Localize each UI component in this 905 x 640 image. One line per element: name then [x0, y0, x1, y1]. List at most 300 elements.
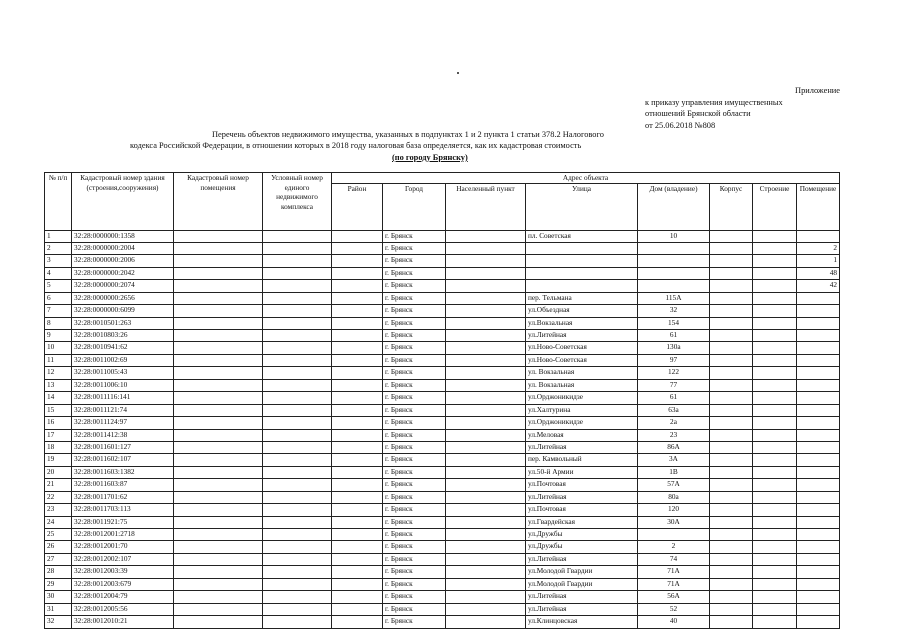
building-cadastral-number: 32:28:0011005:43	[72, 367, 174, 379]
room-cell	[797, 330, 840, 342]
korpus-cell	[710, 317, 753, 329]
header-room: Помещение	[797, 183, 840, 230]
city-cell: г. Брянск	[383, 292, 446, 304]
room-cell	[797, 479, 840, 491]
city-cell: г. Брянск	[383, 441, 446, 453]
locality-cell	[446, 230, 526, 242]
building-part-cell	[753, 541, 797, 553]
city-cell: г. Брянск	[383, 454, 446, 466]
house-cell: 57А	[638, 479, 710, 491]
row-number: 23	[45, 504, 72, 516]
city-cell: г. Брянск	[383, 404, 446, 416]
city-cell: г. Брянск	[383, 553, 446, 565]
street-cell: ул.Литейная	[526, 330, 638, 342]
complex-number	[263, 541, 332, 553]
premises-cadastral-number	[174, 317, 263, 329]
room-cell	[797, 404, 840, 416]
korpus-cell	[710, 392, 753, 404]
korpus-cell	[710, 230, 753, 242]
building-cadastral-number: 32:28:0012001:70	[72, 541, 174, 553]
korpus-cell	[710, 553, 753, 565]
city-cell: г. Брянск	[383, 242, 446, 254]
locality-cell	[446, 330, 526, 342]
table-row	[45, 354, 840, 366]
city-cell: г. Брянск	[383, 591, 446, 603]
locality-cell	[446, 404, 526, 416]
complex-number	[263, 354, 332, 366]
district-cell	[332, 305, 383, 317]
row-number: 5	[45, 280, 72, 292]
street-cell: ул.Почтовая	[526, 504, 638, 516]
building-cadastral-number: 32:28:0011412:38	[72, 429, 174, 441]
table-row	[45, 603, 840, 615]
building-cadastral-number: 32:28:0011603:1382	[72, 466, 174, 478]
building-part-cell	[753, 578, 797, 590]
room-cell	[797, 305, 840, 317]
premises-cadastral-number	[174, 379, 263, 391]
row-number: 14	[45, 392, 72, 404]
premises-cadastral-number	[174, 603, 263, 615]
complex-number	[263, 591, 332, 603]
premises-cadastral-number	[174, 566, 263, 578]
complex-number	[263, 404, 332, 416]
district-cell	[332, 516, 383, 528]
street-cell: ул.Литейная	[526, 553, 638, 565]
room-cell	[797, 553, 840, 565]
room-cell	[797, 591, 840, 603]
building-part-cell	[753, 267, 797, 279]
street-cell: ул.Халтурина	[526, 404, 638, 416]
row-number: 25	[45, 529, 72, 541]
table-row	[45, 454, 840, 466]
street-cell: ул.Почтовая	[526, 479, 638, 491]
room-cell	[797, 578, 840, 590]
building-cadastral-number: 32:28:0011002:69	[72, 354, 174, 366]
header-building-cadastral: Кадастровый номер здания (строения,сооружения)	[72, 173, 174, 231]
locality-cell	[446, 591, 526, 603]
locality-cell	[446, 267, 526, 279]
row-number: 7	[45, 305, 72, 317]
room-cell	[797, 342, 840, 354]
district-cell	[332, 529, 383, 541]
room-cell	[797, 392, 840, 404]
header-korpus: Корпус	[710, 183, 753, 230]
table-row	[45, 280, 840, 292]
premises-cadastral-number	[174, 441, 263, 453]
house-cell: 1В	[638, 466, 710, 478]
district-cell	[332, 479, 383, 491]
district-cell	[332, 553, 383, 565]
city-cell: г. Брянск	[383, 305, 446, 317]
room-cell	[797, 603, 840, 615]
table-row	[45, 317, 840, 329]
street-cell: пер. Камвольный	[526, 454, 638, 466]
locality-cell	[446, 553, 526, 565]
table-row	[45, 616, 840, 628]
district-cell	[332, 603, 383, 615]
building-cadastral-number: 32:28:0012010:21	[72, 616, 174, 628]
house-cell: 130а	[638, 342, 710, 354]
row-number: 16	[45, 417, 72, 429]
building-part-cell	[753, 479, 797, 491]
room-cell: 48	[797, 267, 840, 279]
building-cadastral-number: 32:28:0000000:6099	[72, 305, 174, 317]
complex-number	[263, 466, 332, 478]
appendix-line: от 25.06.2018 №808	[645, 120, 716, 130]
row-number: 3	[45, 255, 72, 267]
building-part-cell	[753, 342, 797, 354]
city-cell: г. Брянск	[383, 267, 446, 279]
district-cell	[332, 541, 383, 553]
district-cell	[332, 491, 383, 503]
row-number: 26	[45, 541, 72, 553]
street-cell: ул.Литейная	[526, 441, 638, 453]
room-cell	[797, 354, 840, 366]
locality-cell	[446, 392, 526, 404]
building-cadastral-number: 32:28:0000000:2656	[72, 292, 174, 304]
locality-cell	[446, 603, 526, 615]
row-number: 22	[45, 491, 72, 503]
row-number: 32	[45, 616, 72, 628]
korpus-cell	[710, 280, 753, 292]
building-cadastral-number: 32:28:0000000:1358	[72, 230, 174, 242]
korpus-cell	[710, 305, 753, 317]
room-cell	[797, 379, 840, 391]
building-part-cell	[753, 305, 797, 317]
table-row	[45, 504, 840, 516]
city-cell: г. Брянск	[383, 392, 446, 404]
locality-cell	[446, 529, 526, 541]
complex-number	[263, 616, 332, 628]
city-cell: г. Брянск	[383, 466, 446, 478]
street-cell: ул.Объездная	[526, 305, 638, 317]
locality-cell	[446, 342, 526, 354]
korpus-cell	[710, 429, 753, 441]
complex-number	[263, 305, 332, 317]
complex-number	[263, 317, 332, 329]
row-number: 31	[45, 603, 72, 615]
house-cell	[638, 529, 710, 541]
premises-cadastral-number	[174, 330, 263, 342]
korpus-cell	[710, 330, 753, 342]
house-cell: 80а	[638, 491, 710, 503]
street-cell: ул. Вокзальная	[526, 379, 638, 391]
house-cell: 61	[638, 392, 710, 404]
table-row	[45, 292, 840, 304]
table-row	[45, 255, 840, 267]
row-number: 27	[45, 553, 72, 565]
locality-cell	[446, 242, 526, 254]
street-cell: ул.Литейная	[526, 603, 638, 615]
table-row	[45, 566, 840, 578]
korpus-cell	[710, 292, 753, 304]
row-number: 2	[45, 242, 72, 254]
room-cell	[797, 616, 840, 628]
row-number: 17	[45, 429, 72, 441]
district-cell	[332, 454, 383, 466]
street-cell: ул. Вокзальная	[526, 367, 638, 379]
korpus-cell	[710, 479, 753, 491]
city-cell: г. Брянск	[383, 616, 446, 628]
city-cell: г. Брянск	[383, 417, 446, 429]
locality-cell	[446, 280, 526, 292]
scan-speck	[457, 72, 459, 74]
row-number: 6	[45, 292, 72, 304]
complex-number	[263, 516, 332, 528]
street-cell: ул.Дружбы	[526, 541, 638, 553]
district-cell	[332, 367, 383, 379]
district-cell	[332, 267, 383, 279]
building-part-cell	[753, 404, 797, 416]
premises-cadastral-number	[174, 541, 263, 553]
house-cell: 77	[638, 379, 710, 391]
street-cell: пер. Тельмана	[526, 292, 638, 304]
locality-cell	[446, 504, 526, 516]
building-part-cell	[753, 367, 797, 379]
building-cadastral-number: 32:28:0011124:97	[72, 417, 174, 429]
table-row	[45, 379, 840, 391]
room-cell	[797, 454, 840, 466]
house-cell	[638, 242, 710, 254]
building-cadastral-number: 32:28:0011601:127	[72, 441, 174, 453]
complex-number	[263, 417, 332, 429]
room-cell	[797, 466, 840, 478]
row-number: 21	[45, 479, 72, 491]
city-cell: г. Брянск	[383, 566, 446, 578]
korpus-cell	[710, 541, 753, 553]
city-cell: г. Брянск	[383, 280, 446, 292]
room-cell	[797, 367, 840, 379]
complex-number	[263, 292, 332, 304]
complex-number	[263, 242, 332, 254]
room-cell	[797, 516, 840, 528]
header-street: Улица	[526, 183, 638, 230]
table-row	[45, 466, 840, 478]
row-number: 24	[45, 516, 72, 528]
house-cell: 86А	[638, 441, 710, 453]
complex-number	[263, 379, 332, 391]
complex-number	[263, 367, 332, 379]
table-row	[45, 230, 840, 242]
house-cell	[638, 267, 710, 279]
room-cell	[797, 541, 840, 553]
house-cell: 40	[638, 616, 710, 628]
district-cell	[332, 379, 383, 391]
house-cell: 10	[638, 230, 710, 242]
complex-number	[263, 255, 332, 267]
korpus-cell	[710, 267, 753, 279]
house-cell: 71А	[638, 566, 710, 578]
district-cell	[332, 392, 383, 404]
district-cell	[332, 280, 383, 292]
property-register-table	[44, 172, 840, 629]
locality-cell	[446, 578, 526, 590]
room-cell: 42	[797, 280, 840, 292]
city-cell: г. Брянск	[383, 479, 446, 491]
premises-cadastral-number	[174, 578, 263, 590]
house-cell: 2а	[638, 417, 710, 429]
building-part-cell	[753, 441, 797, 453]
locality-cell	[446, 292, 526, 304]
korpus-cell	[710, 354, 753, 366]
house-cell: 52	[638, 603, 710, 615]
city-cell: г. Брянск	[383, 578, 446, 590]
street-cell: пл. Советская	[526, 230, 638, 242]
appendix-line: к приказу управления имущественных	[645, 97, 783, 107]
building-cadastral-number: 32:28:0011602:107	[72, 454, 174, 466]
header-building-part: Строение	[753, 183, 797, 230]
locality-cell	[446, 317, 526, 329]
table-row	[45, 392, 840, 404]
premises-cadastral-number	[174, 255, 263, 267]
table-row	[45, 529, 840, 541]
building-part-cell	[753, 354, 797, 366]
table-row	[45, 342, 840, 354]
row-number: 19	[45, 454, 72, 466]
table-row	[45, 242, 840, 254]
city-cell: г. Брянск	[383, 541, 446, 553]
house-cell: 97	[638, 354, 710, 366]
premises-cadastral-number	[174, 292, 263, 304]
header-house: Дом (владение)	[638, 183, 710, 230]
locality-cell	[446, 616, 526, 628]
street-cell: ул.Ново-Советская	[526, 342, 638, 354]
complex-number	[263, 553, 332, 565]
building-cadastral-number: 32:28:0000000:2042	[72, 267, 174, 279]
house-cell: 122	[638, 367, 710, 379]
room-cell	[797, 491, 840, 503]
title-line-3: (по городу Брянску)	[392, 152, 468, 162]
building-cadastral-number: 32:28:0011701:62	[72, 491, 174, 503]
premises-cadastral-number	[174, 342, 263, 354]
building-cadastral-number: 32:28:0011921:75	[72, 516, 174, 528]
row-number: 4	[45, 267, 72, 279]
building-part-cell	[753, 466, 797, 478]
locality-cell	[446, 379, 526, 391]
korpus-cell	[710, 491, 753, 503]
building-part-cell	[753, 566, 797, 578]
district-cell	[332, 330, 383, 342]
header-complex-number: Условный номер единого недвижимого комплекса	[263, 173, 332, 231]
complex-number	[263, 479, 332, 491]
complex-number	[263, 603, 332, 615]
locality-cell	[446, 466, 526, 478]
locality-cell	[446, 454, 526, 466]
complex-number	[263, 392, 332, 404]
complex-number	[263, 491, 332, 503]
building-cadastral-number: 32:28:0012004:79	[72, 591, 174, 603]
header-address: Адрес объекта	[332, 173, 840, 184]
title-line-2: кодекса Российской Федерации, в отношении которых в 2018 году налоговая база определяется, как их кадастровая стоимость	[130, 141, 582, 151]
premises-cadastral-number	[174, 491, 263, 503]
city-cell: г. Брянск	[383, 491, 446, 503]
city-cell: г. Брянск	[383, 354, 446, 366]
korpus-cell	[710, 616, 753, 628]
room-cell	[797, 504, 840, 516]
table-row	[45, 417, 840, 429]
locality-cell	[446, 479, 526, 491]
premises-cadastral-number	[174, 280, 263, 292]
street-cell: ул.Орджоникидзе	[526, 392, 638, 404]
building-cadastral-number: 32:28:0012005:56	[72, 603, 174, 615]
district-cell	[332, 578, 383, 590]
premises-cadastral-number	[174, 616, 263, 628]
premises-cadastral-number	[174, 429, 263, 441]
locality-cell	[446, 441, 526, 453]
street-cell: ул.Молодой Гвардии	[526, 578, 638, 590]
premises-cadastral-number	[174, 230, 263, 242]
table-row	[45, 441, 840, 453]
room-cell	[797, 441, 840, 453]
korpus-cell	[710, 529, 753, 541]
building-part-cell	[753, 603, 797, 615]
korpus-cell	[710, 578, 753, 590]
header-locality: Населенный пункт	[446, 183, 526, 230]
room-cell	[797, 566, 840, 578]
building-cadastral-number: 32:28:0010941:62	[72, 342, 174, 354]
district-cell	[332, 504, 383, 516]
building-part-cell	[753, 242, 797, 254]
korpus-cell	[710, 516, 753, 528]
house-cell: 2	[638, 541, 710, 553]
building-cadastral-number: 32:28:0012002:107	[72, 553, 174, 565]
korpus-cell	[710, 242, 753, 254]
row-number: 29	[45, 578, 72, 590]
building-part-cell	[753, 255, 797, 267]
house-cell: 115А	[638, 292, 710, 304]
table-row	[45, 578, 840, 590]
building-part-cell	[753, 292, 797, 304]
street-cell: ул.Дружбы	[526, 529, 638, 541]
building-cadastral-number: 32:28:0011603:87	[72, 479, 174, 491]
room-cell	[797, 417, 840, 429]
row-number: 28	[45, 566, 72, 578]
complex-number	[263, 441, 332, 453]
locality-cell	[446, 305, 526, 317]
header-row	[45, 173, 840, 184]
premises-cadastral-number	[174, 404, 263, 416]
complex-number	[263, 429, 332, 441]
row-number: 30	[45, 591, 72, 603]
korpus-cell	[710, 603, 753, 615]
row-number: 8	[45, 317, 72, 329]
table-row	[45, 591, 840, 603]
building-part-cell	[753, 616, 797, 628]
locality-cell	[446, 417, 526, 429]
table-row	[45, 367, 840, 379]
premises-cadastral-number	[174, 516, 263, 528]
building-part-cell	[753, 454, 797, 466]
city-cell: г. Брянск	[383, 255, 446, 267]
korpus-cell	[710, 342, 753, 354]
house-cell: 23	[638, 429, 710, 441]
table-row	[45, 330, 840, 342]
building-part-cell	[753, 230, 797, 242]
house-cell: 120	[638, 504, 710, 516]
row-number: 13	[45, 379, 72, 391]
building-part-cell	[753, 379, 797, 391]
document-title	[130, 129, 780, 163]
complex-number	[263, 280, 332, 292]
district-cell	[332, 242, 383, 254]
house-cell: 63а	[638, 404, 710, 416]
complex-number	[263, 330, 332, 342]
room-cell	[797, 529, 840, 541]
city-cell: г. Брянск	[383, 379, 446, 391]
locality-cell	[446, 566, 526, 578]
table-row	[45, 541, 840, 553]
building-part-cell	[753, 529, 797, 541]
